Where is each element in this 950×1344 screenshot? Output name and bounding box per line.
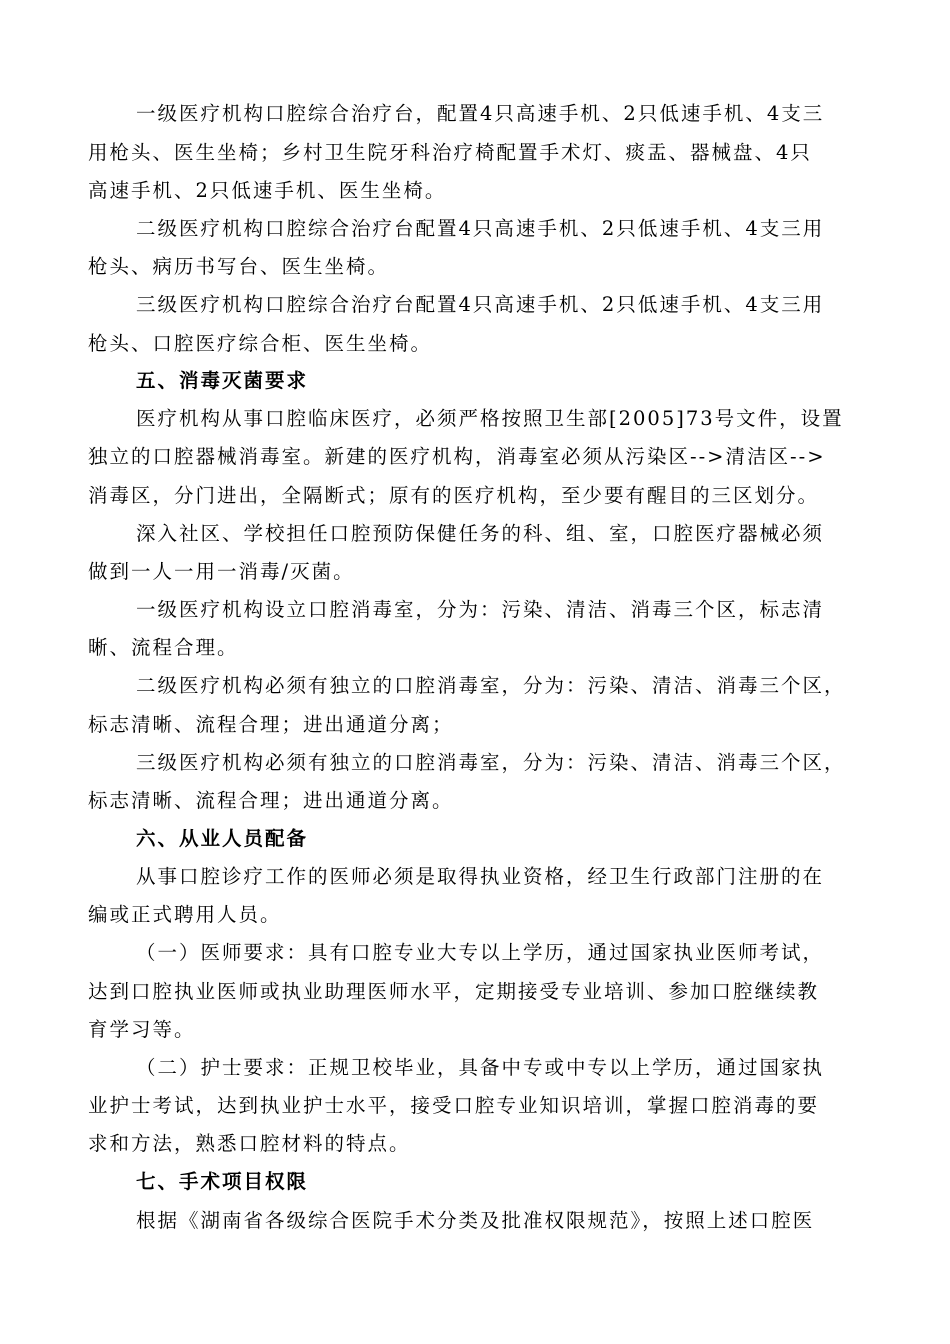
paragraph-line: 育学习等。 [88,1018,196,1041]
paragraph-line: 深入社区、学校担任口腔预防保健任务的科、组、室，口腔医疗器械必须 [136,522,825,545]
paragraph-line: 枪头、口腔医疗综合柜、医生坐椅。 [88,332,433,355]
paragraph-line: 达到口腔执业医师或执业助理医师水平，定期接受专业培训、参加口腔继续教 [88,980,820,1003]
paragraph-line: 晰、流程合理。 [88,636,239,659]
paragraph-line: 做到一人一用一消毒/灭菌。 [88,560,355,583]
paragraph-line: 根据《湖南省各级综合医院手术分类及批准权限规范》，按照上述口腔医 [136,1209,815,1232]
paragraph-line: 二级医疗机构口腔综合治疗台配置4只高速手机、2只低速手机、4支三用 [136,217,825,240]
paragraph-line: （二）护士要求：正规卫校毕业，具备中专或中专以上学历，通过国家执 [136,1056,825,1079]
paragraph-line: 枪头、病历书写台、医生坐椅。 [88,255,390,278]
paragraph-line: 二级医疗机构必须有独立的口腔消毒室，分为：污染、清洁、消毒三个区， [136,674,846,697]
paragraph-line: 从事口腔诊疗工作的医师必须是取得执业资格，经卫生行政部门注册的在 [136,865,825,888]
paragraph-line: 三级医疗机构口腔综合治疗台配置4只高速手机、2只低速手机、4支三用 [136,293,825,316]
paragraph-line: 编或正式聘用人员。 [88,903,282,926]
section-heading: 五、消毒灭菌要求 [136,369,309,392]
paragraph-line: 求和方法，熟悉口腔材料的特点。 [88,1132,411,1155]
paragraph-line: 用枪头、医生坐椅；乡村卫生院牙科治疗椅配置手术灯、痰盂、器械盘、4只 [88,141,812,164]
section-heading: 七、手术项目权限 [136,1170,309,1193]
paragraph-line: 标志清晰、流程合理；进出通道分离。 [88,789,454,812]
paragraph-line: 标志清晰、流程合理；进出通道分离； [88,713,454,736]
paragraph-line: 高速手机、2只低速手机、医生坐椅。 [88,179,447,202]
section-heading: 六、从业人员配备 [136,827,309,850]
paragraph-line: 业护士考试，达到执业护士水平，接受口腔专业知识培训，掌握口腔消毒的要 [88,1094,820,1117]
paragraph-line: 一级医疗机构设立口腔消毒室，分为：污染、清洁、消毒三个区，标志清 [136,598,825,621]
paragraph-line: 一级医疗机构口腔综合治疗台，配置4只高速手机、2只低速手机、4支三 [136,102,825,125]
paragraph-line: （一）医师要求：具有口腔专业大专以上学历，通过国家执业医师考试， [136,941,825,964]
paragraph-line: 独立的口腔器械消毒室。新建的医疗机构，消毒室必须从污染区-->清洁区--> [88,445,826,468]
paragraph-line: 三级医疗机构必须有独立的口腔消毒室，分为：污染、清洁、消毒三个区， [136,751,846,774]
paragraph-line: 医疗机构从事口腔临床医疗，必须严格按照卫生部[2005]73号文件，设置 [136,407,844,430]
paragraph-line: 消毒区，分门进出，全隔断式；原有的医疗机构，至少要有醒目的三区划分。 [88,484,820,507]
